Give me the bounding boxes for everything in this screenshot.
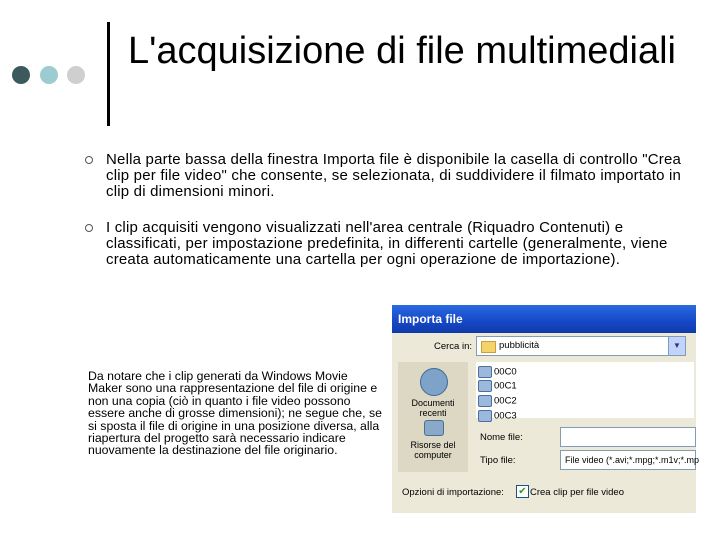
file-item[interactable]: 00C2 [478, 395, 517, 409]
look-in-select[interactable] [476, 336, 686, 356]
filename-input[interactable] [560, 427, 696, 447]
file-item[interactable]: 00C3 [478, 410, 517, 424]
create-clips-label[interactable]: Crea clip per file video [530, 487, 624, 498]
recent-documents-icon[interactable] [420, 368, 448, 396]
dialog-title: Importa file [392, 305, 696, 333]
chevron-down-icon[interactable]: ▼ [668, 337, 685, 355]
import-options-label: Opzioni di importazione: [402, 487, 504, 498]
look-in-label: Cerca in: [434, 341, 473, 352]
filename-label: Nome file: [480, 432, 523, 443]
filetype-select[interactable]: File video (*.avi;*.mpg;*.m1v;*.mp [560, 450, 696, 470]
create-clips-checkbox[interactable]: ✔ [516, 485, 529, 498]
bullet-circle-icon [85, 224, 93, 232]
file-item[interactable]: 00C1 [478, 380, 517, 394]
place-recent-documents[interactable]: Documenti recenti [411, 398, 455, 418]
decor-dot-dark [12, 66, 30, 84]
bullet-text: Nella parte bassa della finestra Importa file è disponibile la casella di controllo "Crea clip per file video" che consente, se selezionata, di suddividere il filmato importato in clip di dimensioni minori. [106, 151, 682, 200]
title-divider [107, 22, 110, 126]
video-file-icon [478, 380, 492, 392]
slide-title: L'acquisizione di file multimediali [128, 30, 676, 72]
bullet-circle-icon [85, 156, 93, 164]
bullet-text: I clip acquisiti vengono visualizzati nell'area centrale (Riquadro Contenuti) e classificati, per impostazione predefinita, in differenti cartelle (generalmente, viene creata automaticamente una cartella per ogni operazione de importazione). [106, 219, 668, 268]
video-file-icon [478, 395, 492, 407]
note-text: Da notare che i clip generati da Windows Movie Maker sono una rappresentazione del file di origine e non una copia (ciò in quanto i file video possono essere anche di grosse dimensioni); ne segue che, se si sposta il file di origine in una posizione diversa, alla riapertura del progetto sarà necessario indicare nuovamente la destinazione del file originario. [88, 369, 382, 458]
decor-dot-grey [67, 66, 85, 84]
decor-dot-teal [40, 66, 58, 84]
filetype-label: Tipo file: [480, 455, 516, 466]
bullet-item [84, 152, 684, 200]
computer-icon[interactable] [424, 420, 444, 436]
bullet-item [84, 220, 684, 268]
place-my-computer[interactable]: Risorse del computer [410, 440, 456, 460]
video-file-icon [478, 410, 492, 422]
folder-icon [481, 341, 496, 353]
video-file-icon [478, 366, 492, 378]
file-item[interactable]: 00C0 [478, 366, 517, 380]
bullet-list [84, 152, 684, 288]
look-in-value: pubblicità [499, 340, 540, 351]
